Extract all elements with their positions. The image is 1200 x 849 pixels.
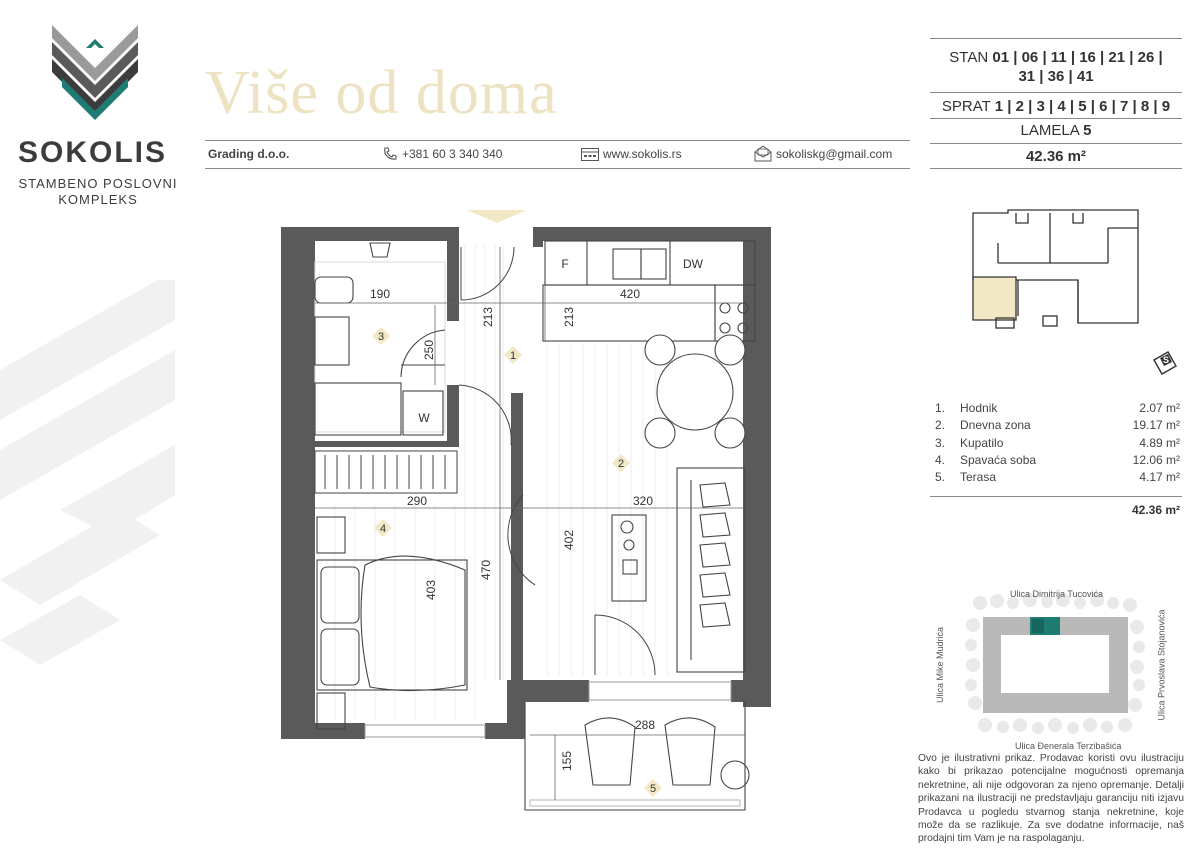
brand-name: SOKOLIS bbox=[18, 136, 168, 169]
divider bbox=[930, 92, 1182, 93]
dim-bedroom-length: 470 bbox=[479, 559, 493, 581]
room-marker-1: 1 bbox=[509, 350, 517, 362]
street-south: Ulica Đenerala Terzibašića bbox=[1015, 741, 1122, 751]
room-name: Terasa bbox=[960, 470, 997, 485]
dim-kitchen-width: 420 bbox=[619, 287, 641, 301]
room-name: Kupatilo bbox=[960, 435, 1004, 450]
room-area: 2.07 m² bbox=[1139, 401, 1180, 415]
stan-label: STAN bbox=[949, 49, 989, 66]
dim-bath-width: 190 bbox=[369, 287, 391, 301]
browser-icon bbox=[581, 148, 599, 161]
site-plan bbox=[935, 585, 1180, 745]
dim-bed-length: 403 bbox=[424, 579, 438, 601]
divider bbox=[930, 38, 1182, 39]
street-east: Ulica Prvoslava Stojanovića bbox=[1156, 609, 1167, 721]
dim-living-length: 402 bbox=[562, 529, 576, 551]
street-west: Ulica Mike Mudrića bbox=[935, 626, 946, 704]
sprat-label: SPRAT bbox=[941, 98, 991, 115]
background-stripes bbox=[0, 280, 180, 720]
stan-line2 bbox=[930, 68, 1182, 85]
room-marker-4: 4 bbox=[379, 523, 387, 535]
entrance-marker bbox=[467, 210, 527, 223]
room-number: 2. bbox=[935, 418, 946, 433]
disclaimer: Ovo je ilustrativni prikaz. Prodavac koristi ovu ilustraciju kako bi prikazao potencijalne mogućnosti opremanja nekretnine, ali nije odgovoran za njeno opremanje. Detalji prikazani na ilustraciji ne predstavljaju garanciju niti izjavu Prodavca u pogledu stvarnog stanja nekretnine, koje može da se razlikuje. Za sve dodatne informacije, naš prodajni tim Vam je na raspolaganju. bbox=[918, 753, 1184, 845]
total-area: 42.36 m² bbox=[1131, 503, 1180, 517]
dim-terrace-depth: 155 bbox=[560, 750, 574, 772]
fridge-label: F bbox=[561, 257, 569, 271]
stan-values: 01 | 06 | 11 | 16 | 21 | 26 | bbox=[992, 49, 1163, 66]
room-area: 4.17 m² bbox=[1139, 470, 1180, 485]
brand-subtitle-line1: STAMBENO POSLOVNI bbox=[18, 176, 178, 191]
room-number: 1. bbox=[935, 401, 946, 415]
dim-bath-depth: 250 bbox=[422, 339, 436, 361]
floor-plan bbox=[275, 205, 775, 830]
compass-icon bbox=[1150, 348, 1180, 378]
lamela-value: 5 bbox=[1083, 122, 1092, 139]
legend-row bbox=[935, 470, 1180, 487]
coffee-table bbox=[612, 515, 646, 601]
room-area: 19.17 m² bbox=[1132, 418, 1180, 433]
divider bbox=[205, 140, 910, 141]
dining-table bbox=[645, 335, 745, 448]
unit-area: 42.36 m² bbox=[1025, 148, 1087, 165]
room-marker-2: 2 bbox=[617, 458, 625, 470]
room-marker-5: 5 bbox=[649, 783, 657, 795]
legend-row bbox=[935, 418, 1180, 435]
dim-kitchen-depth: 213 bbox=[562, 306, 576, 328]
stan-values-cont: 31 | 36 | 41 bbox=[1018, 68, 1094, 85]
email-link[interactable]: sokoliskg@gmail.com bbox=[776, 147, 893, 161]
phone-number[interactable]: +381 60 3 340 340 bbox=[402, 147, 503, 161]
room-area: 4.89 m² bbox=[1139, 435, 1180, 450]
phone-icon bbox=[382, 146, 398, 162]
divider bbox=[930, 168, 1182, 169]
divider bbox=[930, 118, 1182, 119]
company-name: Grading d.o.o. bbox=[208, 147, 290, 161]
sofa bbox=[677, 468, 745, 672]
dishwasher-label: DW bbox=[683, 257, 703, 271]
divider bbox=[930, 143, 1182, 144]
room-name: Spavaća soba bbox=[960, 452, 1037, 467]
wardrobe bbox=[315, 451, 457, 493]
dim-bedroom-width: 290 bbox=[406, 494, 428, 508]
room-number: 5. bbox=[935, 470, 946, 485]
legend-row bbox=[935, 436, 1180, 453]
compass-label: S bbox=[1162, 355, 1170, 365]
divider bbox=[930, 496, 1182, 497]
lamela-label: LAMELA bbox=[1020, 122, 1079, 139]
street-north: Ulica Dimitrija Tucovića bbox=[1010, 589, 1104, 599]
sprat-line bbox=[930, 98, 1182, 115]
room-number: 3. bbox=[935, 435, 946, 450]
sokolis-logo-icon bbox=[52, 20, 138, 125]
legend-row bbox=[935, 401, 1180, 418]
dim-hall-depth: 213 bbox=[481, 306, 495, 328]
divider bbox=[205, 168, 910, 169]
sprat-values: 1 | 2 | 3 | 4 | 5 | 6 | 7 | 8 | 9 bbox=[994, 98, 1171, 115]
legend-row bbox=[935, 453, 1180, 470]
email-icon bbox=[754, 145, 772, 162]
room-name: Hodnik bbox=[960, 401, 998, 415]
room-number: 4. bbox=[935, 452, 946, 467]
website-link[interactable]: www.sokolis.rs bbox=[603, 147, 682, 161]
dim-terrace-width: 288 bbox=[634, 718, 656, 732]
slogan: Više od doma bbox=[205, 59, 558, 127]
room-name: Dnevna zona bbox=[960, 418, 1031, 433]
room-marker-3: 3 bbox=[377, 331, 385, 343]
washer-label: W bbox=[418, 411, 430, 425]
bed bbox=[317, 517, 467, 729]
room-area: 12.06 m² bbox=[1132, 452, 1180, 467]
dim-living-width: 320 bbox=[632, 494, 654, 508]
stan-line1 bbox=[930, 49, 1182, 66]
brand-subtitle-line2: KOMPLEKS bbox=[58, 192, 138, 207]
building-key-plan bbox=[968, 208, 1143, 330]
lamela-line bbox=[930, 122, 1182, 139]
